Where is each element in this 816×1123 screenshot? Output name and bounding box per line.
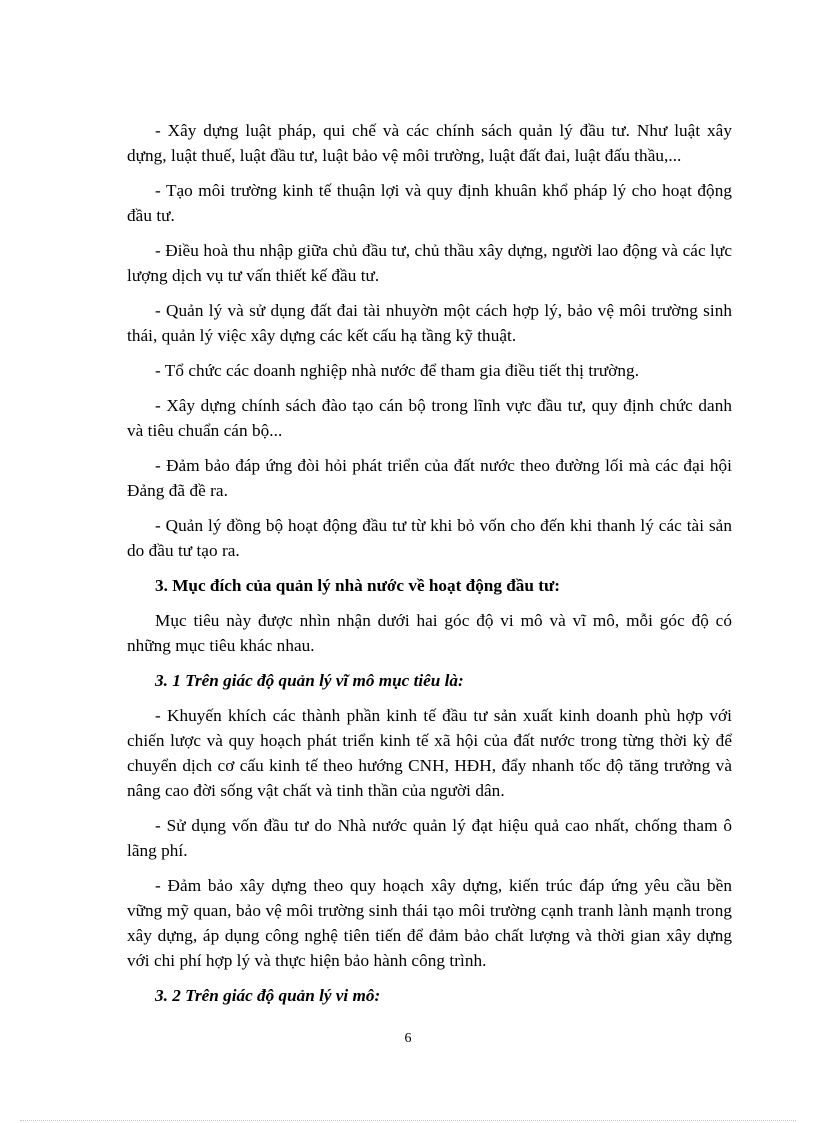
bullet-paragraph: - Xây dựng chính sách đào tạo cán bộ trong lĩnh vực đầu tư, quy định chức danh và tiêu chuẩn cán bộ...: [127, 396, 732, 440]
subsection-heading: 3. 1 Trên giác độ quản lý vĩ mô mục tiêu là:: [155, 671, 464, 690]
bullet-paragraph: - Đảm bảo đáp ứng đòi hỏi phát triển của đất nước theo đường lối mà các đại hội Đảng đã đề ra.: [127, 456, 732, 500]
bullet-paragraph: - Xây dựng luật pháp, qui chế và các chính sách quản lý đầu tư. Như luật xây dựng, luật thuế, luật đầu tư, luật bảo vệ môi trường, luật đất đai, luật đấu thầu,...: [127, 121, 732, 165]
bullet-paragraph: - Điều hoà thu nhập giữa chủ đầu tư, chủ thầu xây dựng, người lao động và các lực lượng dịch vụ tư vấn thiết kế đầu tư.: [127, 241, 732, 285]
bullet-paragraph: - Tổ chức các doanh nghiệp nhà nước để tham gia điều tiết thị trường.: [155, 361, 640, 380]
bullet-paragraph: - Đảm bảo xây dựng theo quy hoạch xây dựng, kiến trúc đáp ứng yêu cầu bền vững mỹ quan, bảo vệ môi trường sinh thái tạo môi trường cạnh tranh lành mạnh trong xây dựng, áp dụng công nghệ tiên tiến để đảm bảo chất lượng và thời gian xây dựng với chi phí hợp lý và thực hiện bảo hành công trình.: [127, 876, 732, 970]
page-number: 6: [404, 1031, 412, 1046]
section-heading: 3. Mục đích của quản lý nhà nước về hoạt động đầu tư:: [155, 576, 561, 595]
document-body: [127, 118, 732, 1018]
body-paragraph: Mục tiêu này được nhìn nhận dưới hai góc độ vi mô và vĩ mô, mỗi góc độ có những mục tiêu khác nhau.: [127, 611, 732, 655]
bullet-paragraph: - Khuyến khích các thành phần kinh tế đầu tư sản xuất kinh doanh phù hợp với chiến lược và quy hoạch phát triển kinh tế xã hội của đất nước trong từng thời kỳ để chuyển dịch cơ cấu kinh tế theo hướng CNH, HĐH, đẩy nhanh tốc độ tăng trưởng và nâng cao đời sống vật chất và tinh thần của người dân.: [127, 706, 732, 800]
bullet-paragraph: - Sử dụng vốn đầu tư do Nhà nước quản lý đạt hiệu quả cao nhất, chống tham ô lãng phí.: [127, 816, 732, 860]
bullet-paragraph: - Quản lý đồng bộ hoạt động đầu tư từ khi bỏ vốn cho đến khi thanh lý các tài sản do đầu tư tạo ra.: [127, 516, 732, 560]
bullet-paragraph: - Quản lý và sử dụng đất đai tài nhuyờn một cách hợp lý, bảo vệ môi trường sinh thái, quản lý việc xây dựng các kết cấu hạ tầng kỹ thuật.: [127, 301, 732, 345]
bullet-paragraph: - Tạo môi trường kinh tế thuận lợi và quy định khuân khổ pháp lý cho hoạt động đầu tư.: [127, 181, 732, 225]
subsection-heading: 3. 2 Trên giác độ quản lý vi mô:: [155, 986, 381, 1005]
page-bottom-divider: [20, 1120, 796, 1121]
